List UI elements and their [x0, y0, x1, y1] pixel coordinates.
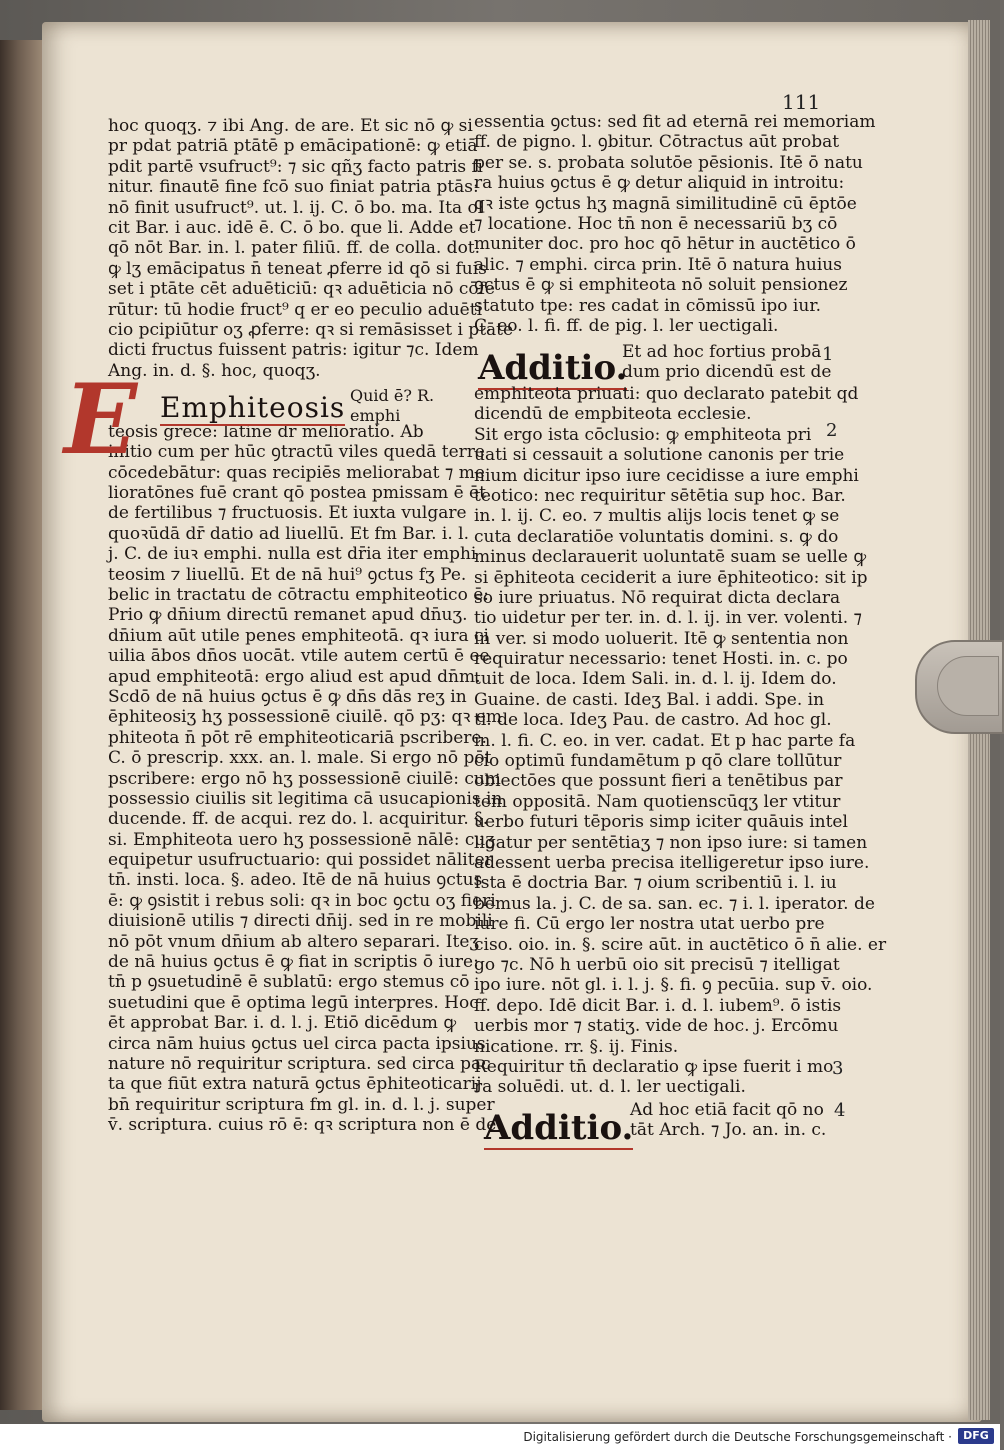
text-line: initio cum per hūc ꝯtractū viles quedā terre [108, 442, 485, 463]
text-line: Ang. in. d. §. hoc, quoqʒ. [108, 360, 321, 381]
text-line: Et ad hoc fortius probā [622, 342, 822, 362]
text-line: dn̄ium aūt utile penes emphiteotā. qꝛ iura ci [108, 625, 489, 646]
text-line: Guaine. de casti. Ideʒ Bal. i addi. Spe. in [474, 689, 825, 710]
text-line: tn̄. insti. loca. §. adeo. Itē de nā huius ꝯctus [108, 870, 483, 891]
folio-number: 111 [782, 90, 821, 114]
text-line: uati si cessauit a solutione canonis per trie [474, 445, 845, 466]
additio-1-text: Additio. [478, 348, 628, 388]
text-line: pr pdat patriā ptātē p emācipationē: ꝙ etiā [108, 136, 478, 157]
text-line: cio pcipiūtur oʒ ꝓferre: qꝛ si remāsisset i ptāte [108, 319, 514, 340]
text-line: ꝯctus ē ꝙ si emphiteota nō soluit pensionez [474, 275, 848, 296]
text-line: cit Bar. i auc. idē ē. C. ō bo. que li. Adde et [108, 217, 476, 238]
text-line: tāt Arch. ⁊ Jo. an. in. c. [630, 1120, 827, 1141]
text-line: lioratōnes fuē crant qō postea pmissam ē ēt [108, 483, 486, 504]
additio-heading-2 [484, 1110, 633, 1146]
text-line: nicatione. rr. §. ij. Finis. [474, 1036, 679, 1057]
text-line: teosis grece: latine dr̄ melioratio. Ab [108, 421, 424, 442]
text-line: qō nōt Bar. in. l. pater filiū. ff. de colla. dot. [108, 238, 481, 259]
text-line: Sit ergo ista cōclusio: ꝙ emphiteota pri [474, 424, 812, 445]
text-line: cuta declaratiōe voluntatis domini. s. ꝙ do [474, 526, 839, 547]
additio-2-text: Additio. [484, 1108, 634, 1148]
text-line: circa nām huius ꝯctus uel circa pacta ipsius [108, 1033, 486, 1054]
text-line: qꝛ iste ꝯctus hʒ magnā similitudinē cū ēptōe [474, 193, 857, 214]
margin-number-1: 1 [822, 344, 834, 365]
text-line: Ista ē doctria Bar. ⁊ oium scribentiū i. l. iu [474, 873, 837, 894]
text-line: ⁊ locatione. Hoc tn̄ non ē necessariū bʒ cō [474, 213, 838, 234]
text-line: cio optimū fundamētum p qō clare tollūtur [474, 751, 842, 772]
text-line: adessent uerba precisa itelligeretur ipso iure. [474, 852, 870, 873]
margin-number-2: 2 [826, 420, 838, 441]
text-line: C. ō prescrip. xxx. an. l. male. Si ergo nō pōt [108, 748, 492, 769]
clasp-inner [937, 656, 999, 716]
text-line: diuisionē utilis ⁊ directi dn̄ij. sed in re mobili [108, 911, 493, 932]
text-line: obiectōes que possunt fieri a tenētibus par [474, 771, 843, 792]
text-line: tn̄ p ꝯsuetudinē ē sublatū: ergo stemus cō [108, 972, 470, 993]
text-line: ēt approbat Bar. i. d. l. j. Etiō dicēdum ꝙ [108, 1013, 457, 1034]
text-line: Ad hoc etiā facit qō no [630, 1100, 824, 1120]
text-line: ti. de loca. Ideʒ Pau. de castro. Ad hoc gl. [474, 710, 832, 731]
text-line: pscribere: ergo nō hʒ possessionē ciuilē: cum [108, 768, 501, 789]
text-line: tio uidetur per ter. in. d. l. ij. in ver. volenti. ⁊ [474, 608, 862, 629]
text-line: uerbis mor ⁊ statiʒ. vide de hoc. j. Ercōmu [474, 1016, 839, 1037]
right-text-column-top [474, 112, 876, 336]
text-line: teosim ⁊ liuellū. Et de nā hui⁹ ꝯctus fʒ Pe. [108, 564, 467, 585]
text-line: ligatur per sentētiaʒ ⁊ non ipso iure: si tamen [474, 832, 868, 853]
text-line: ff. de pigno. l. ꝯbitur. Cōtractus aūt probat [474, 132, 840, 153]
additio-2-side-text [630, 1100, 830, 1141]
text-line: C. eo. l. fi. ff. de pig. l. ler uectigali. [474, 315, 779, 336]
text-line: bn̄ requiritur scriptura fm gl. in. d. l. j. super [108, 1094, 495, 1115]
text-line: iure fi. Cū ergo ler nostra utat uerbo pre [474, 914, 825, 935]
text-line: uerbo futuri tēporis simp iciter quāuis intel [474, 812, 848, 833]
text-line: ra huius ꝯctus ē ꝙ detur aliquid in introitu: [474, 173, 845, 194]
text-line: si ēphiteota ceciderit a iure ēphiteotico: sit ip [474, 567, 868, 588]
text-line: de nā huius ꝯctus ē ꝙ fiat in scriptis ō iure: [108, 952, 479, 973]
text-line: dicendū de empbiteota ecclesie. [474, 404, 752, 425]
text-line: alic. ⁊ emphi. circa prin. Itē ō natura huius [474, 254, 842, 275]
text-line: ēphiteosiʒ hʒ possessionē ciuilē. qō pʒ: qꝛ em [108, 707, 503, 728]
text-line: ra soluēdi. ut. d. l. ler uectigali. [474, 1077, 746, 1098]
text-line: nitur. finautē fine fcō suo finiat patria ptās: [108, 177, 479, 198]
text-line: rūtur: tū hodie fruct⁹ q er eo peculio aduēti [108, 299, 482, 320]
text-line: pdit partē vsufruct⁹: ⁊ sic qñʒ facto patris fi [108, 156, 483, 177]
text-line: belic in tractatu de cōtractu emphiteotico ē: [108, 584, 489, 605]
text-line: tem oppositā. Nam quotienscūqʒ ler vtitur [474, 791, 841, 812]
text-line: Scdō de nā huius ꝯctus ē ꝙ dn̄s dās reʒ in [108, 686, 467, 707]
additio-heading-1 [478, 350, 627, 386]
text-line: muniter doc. pro hoc qō hētur in auctētico ō [474, 234, 856, 255]
text-line: de fertilibus ⁊ fructuosis. Et iuxta vulgare [108, 503, 467, 524]
text-line: si. Emphiteota uero hʒ possessionē nālē: cuʒ [108, 829, 495, 850]
text-line: nium dicitur ipso iure cecidisse a iure emphi [474, 465, 859, 486]
text-line: equipetur usufructuario: qui possidet nāliter [108, 850, 493, 871]
margin-number-3: 3 [832, 1058, 844, 1079]
text-line: ipo iure. nōt gl. i. l. j. §. fi. ꝯ pecūia. sup v̄. oio. [474, 975, 873, 996]
text-line: ciso. oio. in. §. scire aūt. in auctētico ō n̄ alie. er [474, 934, 887, 955]
right-text-column-mid [474, 384, 887, 1098]
text-line: suetudini que ē optima legū interpres. Hoc [108, 992, 479, 1013]
text-line: ff. depo. Idē dicit Bar. i. d. l. iubem⁹. ō istis [474, 995, 842, 1016]
text-line: Requiritur tn̄ declaratio ꝙ ipse fuerit i mo [474, 1056, 834, 1077]
text-line: nō finit usufruct⁹. ut. l. ij. C. ō bo. ma. Ita ol [108, 197, 484, 218]
text-line: possessio ciuilis sit legitima cā usucapionis in [108, 788, 503, 809]
text-line: Prio ꝙ dn̄ium directū remanet apud dn̄uʒ. [108, 605, 468, 626]
text-line: ē: ꝙ ꝯsistit i rebus soli: qꝛ in boc ꝯctu oʒ fieri [108, 890, 496, 911]
text-line: requiratur necessario: tenet Hosti. in. c. po [474, 649, 848, 670]
text-line: dum prio dicendū est de [622, 362, 832, 383]
text-line: ꝙ lʒ emācipatus n̄ teneat ꝓferre id qō si fuis [108, 258, 487, 279]
text-line: ducende. ff. de acqui. rez do. l. acquiritur. §. [108, 809, 489, 830]
text-line: minus declarauerit uoluntatē suam se uelle ꝙ [474, 547, 867, 568]
text-line: nature nō requiritur scriptura. sed circa pac [108, 1053, 491, 1074]
text-line: ta que fiūt extra naturā ꝯctus ēphiteoticarij [108, 1074, 482, 1095]
left-text-column [108, 116, 514, 1136]
additio-1-side-text [622, 342, 832, 383]
text-line: tuit de loca. Idem Sali. in. d. l. ij. Idem do. [474, 669, 837, 690]
text-line: per se. s. probata solutōe pēsionis. Itē ō natu [474, 152, 863, 173]
text-line: teotico: nec requiritur sētētia sup hoc. Bar. [474, 485, 846, 506]
text-line: statuto tpe: res cadat in cōmissū ipo iur. [474, 295, 821, 316]
text-line: j. C. de iuꝛ emphi. nulla est dr̄ia iter emphi [108, 544, 477, 565]
text-line: nō pōt vnum dn̄ium ab altero separari. Iteʒ [108, 931, 479, 952]
footer-bar [0, 1424, 1000, 1450]
dfg-logo: DFG [958, 1428, 994, 1444]
text-line: in. l. fi. C. eo. in ver. cadat. Et p hac parte fa [474, 730, 856, 751]
text-line: bemus la. j. C. de sa. san. ec. ⁊ i. l. iperator. de [474, 893, 875, 914]
text-line: apud emphiteotā: ergo aliud est apud dn̄m. [108, 666, 481, 687]
text-line: in. l. ij. C. eo. ⁊ multis alijs locis tenet ꝙ se [474, 506, 840, 527]
decorated-initial-e: E [64, 363, 138, 476]
text-line: uilia ābos dn̄os uocāt. vtile autem certū ē ee [108, 646, 490, 667]
text-line: in ver. si modo uoluerit. Itē ꝙ sententia non [474, 628, 849, 649]
text-line: v̄. scriptura. cuius rō ē: qꝛ scriptura non ē de [108, 1115, 497, 1136]
text-line: phiteota n̄ pōt rē emphiteoticariā pscribere. [108, 727, 487, 748]
left-page-edge [0, 40, 44, 1410]
text-line: go ⁊c. Nō h uerbū oio sit precisū ⁊ itelligat [474, 954, 840, 975]
text-line: hoc quoqʒ. ⁊ ibi Ang. de are. Et sic nō ꝙ si [108, 116, 473, 136]
footer-credit: Digitalisierung gefördert durch die Deutsche Forschungsgemeinschaft · [523, 1430, 952, 1444]
emphiteosis-heading: Emphiteosis [160, 391, 346, 424]
text-line: emphiteota priuati: quo declarato patebit qd [474, 384, 859, 404]
text-line: essentia ꝯctus: sed fit ad eternā rei memoriam [474, 112, 876, 132]
emphiteosis-side-note: Quid ē? R. emphi [350, 386, 435, 426]
text-line: dicti fructus fuissent patris: igitur ⁊c. Idem [108, 340, 479, 361]
margin-number-4: 4 [834, 1100, 846, 1121]
text-line: so iure priuatus. Nō requirat dicta declara [474, 587, 841, 608]
book-clasp [915, 640, 1004, 734]
text-line: set i ptāte cēt aduēticiū: qꝛ aduēticia nō cōfe [108, 279, 495, 300]
text-line: quoꝛūdā dr̄ datio ad liuellū. Et fm Bar. i. l. [108, 523, 470, 544]
text-line: cōcedebātur: quas recipiēs meliorabat ⁊ me [108, 462, 485, 483]
